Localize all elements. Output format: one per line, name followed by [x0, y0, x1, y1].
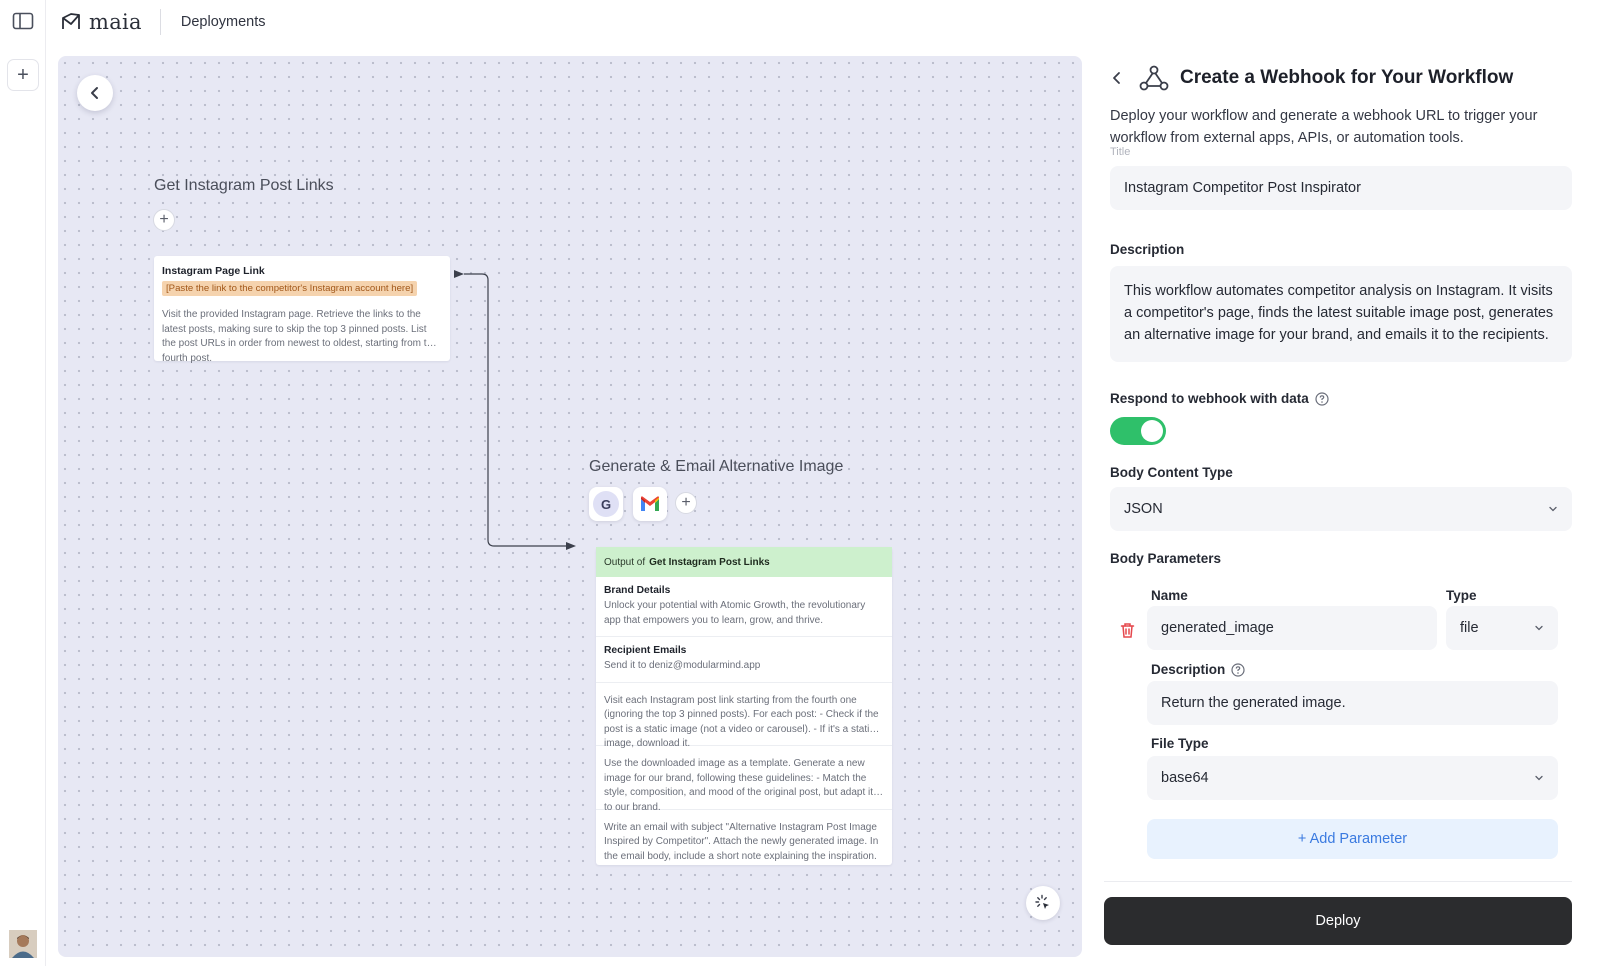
description-label: Description [1110, 242, 1185, 257]
input-placeholder-tag[interactable]: [Paste the link to the competitor's Instagram account here] [162, 281, 417, 296]
card-label: Instagram Page Link [162, 265, 265, 277]
trash-icon[interactable] [1120, 622, 1135, 639]
param-type-label: Type [1446, 588, 1477, 603]
output-source: Get Instagram Post Links [649, 556, 770, 568]
gmail-icon [639, 495, 661, 513]
section-label: Brand Details [604, 585, 671, 596]
param-name-input[interactable]: generated_image [1147, 606, 1437, 650]
brand-logo[interactable] [60, 10, 142, 34]
webhook-icon [1138, 63, 1170, 93]
file-type-select[interactable] [1147, 756, 1558, 800]
section-text: Send it to deniz@modularmind.app [604, 660, 761, 671]
output-prefix: Output of [604, 556, 646, 568]
add-tool-button[interactable] [153, 209, 175, 231]
select-value: JSON [1124, 501, 1163, 517]
plus-icon: + [159, 211, 169, 228]
chevron-down-icon [1548, 504, 1558, 514]
g-tool-icon: G [593, 491, 619, 517]
fit-view-button[interactable] [1026, 886, 1060, 920]
section-text: Use the downloaded image as a template. Generate a new image for our brand, following these guidelines: - Match the style, composition, and mood of the original post, but adapt it to our brand. [604, 758, 874, 813]
sparkle-cursor-icon [1034, 894, 1052, 912]
panel-title: Create a Webhook for Your Workflow [1180, 67, 1514, 88]
help-icon[interactable] [1315, 392, 1329, 406]
plus-icon: + [17, 63, 29, 86]
section-label: Recipient Emails [604, 645, 687, 656]
section-instruction[interactable] [596, 746, 892, 813]
respond-toggle[interactable] [1110, 417, 1166, 445]
title-input[interactable]: Instagram Competitor Post Inspirator [1110, 166, 1572, 210]
param-name-label: Name [1151, 588, 1188, 603]
body-parameters-label: Body Parameters [1110, 551, 1222, 566]
section-text: Write an email with subject "Alternative Instagram Post Image Inspired by Competitor". Attach the newly generated image. In the email body, include a short note explaining the inspiration. [604, 821, 879, 862]
deploy-button[interactable]: Deploy [1104, 897, 1572, 945]
step-card-instagram[interactable] [154, 256, 450, 364]
new-button[interactable] [7, 59, 39, 91]
param-type-select[interactable] [1446, 606, 1558, 650]
sidebar-toggle-icon[interactable] [12, 11, 34, 31]
panel-header [1110, 60, 1572, 96]
parameter-block [1110, 566, 1572, 856]
body-content-type-label: Body Content Type [1110, 465, 1233, 480]
top-header [46, 0, 1086, 44]
param-description-input[interactable]: Return the generated image. [1147, 681, 1558, 725]
workflow-canvas[interactable] [58, 56, 1082, 957]
group-title-get-links[interactable]: Get Instagram Post Links [154, 177, 334, 194]
card-instructions: Visit the provided Instagram page. Retrieve the links to the latest posts, making sure to skip the top 3 pinned posts. List the post URLs in order from newest to oldest, starting from the fourth post. [162, 309, 438, 364]
body-content-type-select[interactable] [1110, 487, 1572, 531]
help-icon[interactable] [1231, 663, 1245, 677]
param-description-row [1151, 662, 1245, 677]
avatar[interactable] [9, 930, 37, 958]
file-type-label: File Type [1151, 736, 1209, 751]
add-tool-button[interactable] [675, 492, 697, 514]
section-instruction[interactable] [596, 810, 892, 873]
toggle-knob [1141, 420, 1163, 442]
select-value: file [1460, 620, 1479, 636]
chevron-down-icon [1534, 773, 1544, 783]
section-text: Unlock your potential with Atomic Growth, the revolutionary app that empowers you to learn, grow, and thrive. [604, 600, 866, 626]
plus-icon: + [681, 494, 691, 511]
section-brand-details[interactable] [596, 577, 892, 637]
param-description-label: Description [1151, 662, 1226, 677]
group-title-generate-email[interactable]: Generate & Email Alternative Image [589, 458, 844, 475]
chevron-left-icon[interactable] [1110, 71, 1124, 85]
add-parameter-button[interactable]: + Add Parameter [1147, 819, 1558, 859]
maia-logo-icon [60, 11, 82, 33]
tool-g[interactable] [589, 487, 623, 521]
section-recipient-emails[interactable] [596, 637, 892, 683]
section-instruction[interactable] [596, 683, 892, 747]
brand-name: maia [89, 10, 142, 34]
panel-description: Deploy your workflow and generate a webhook URL to trigger your workflow from external apps, APIs, or automation tools. [1110, 108, 1538, 146]
webhook-panel [1110, 60, 1572, 856]
tool-gmail[interactable] [633, 487, 667, 521]
description-textarea[interactable]: This workflow automates competitor analysis on Instagram. It visits a competitor's page, finds the latest suitable image post, generates an alternative image for your brand, and emails it to the recipients. [1110, 266, 1572, 362]
header-divider [160, 9, 161, 35]
respond-label: Respond to webhook with data [1110, 391, 1309, 406]
breadcrumb[interactable]: Deployments [180, 14, 266, 30]
section-text: Visit each Instagram post link starting from the fourth one (ignoring the top 3 pinned posts). For each post: - Check if the post is a static image (not a video or carousel). - If it's a static image, download it. [604, 694, 879, 749]
step-card-generate[interactable] [596, 547, 892, 865]
left-rail [0, 0, 46, 966]
select-value: base64 [1161, 770, 1209, 786]
footer-divider [1104, 881, 1572, 882]
chevron-down-icon [1534, 623, 1544, 633]
title-field-label: Title [1110, 146, 1131, 158]
output-of-header[interactable] [596, 547, 892, 577]
respond-row [1110, 391, 1572, 406]
